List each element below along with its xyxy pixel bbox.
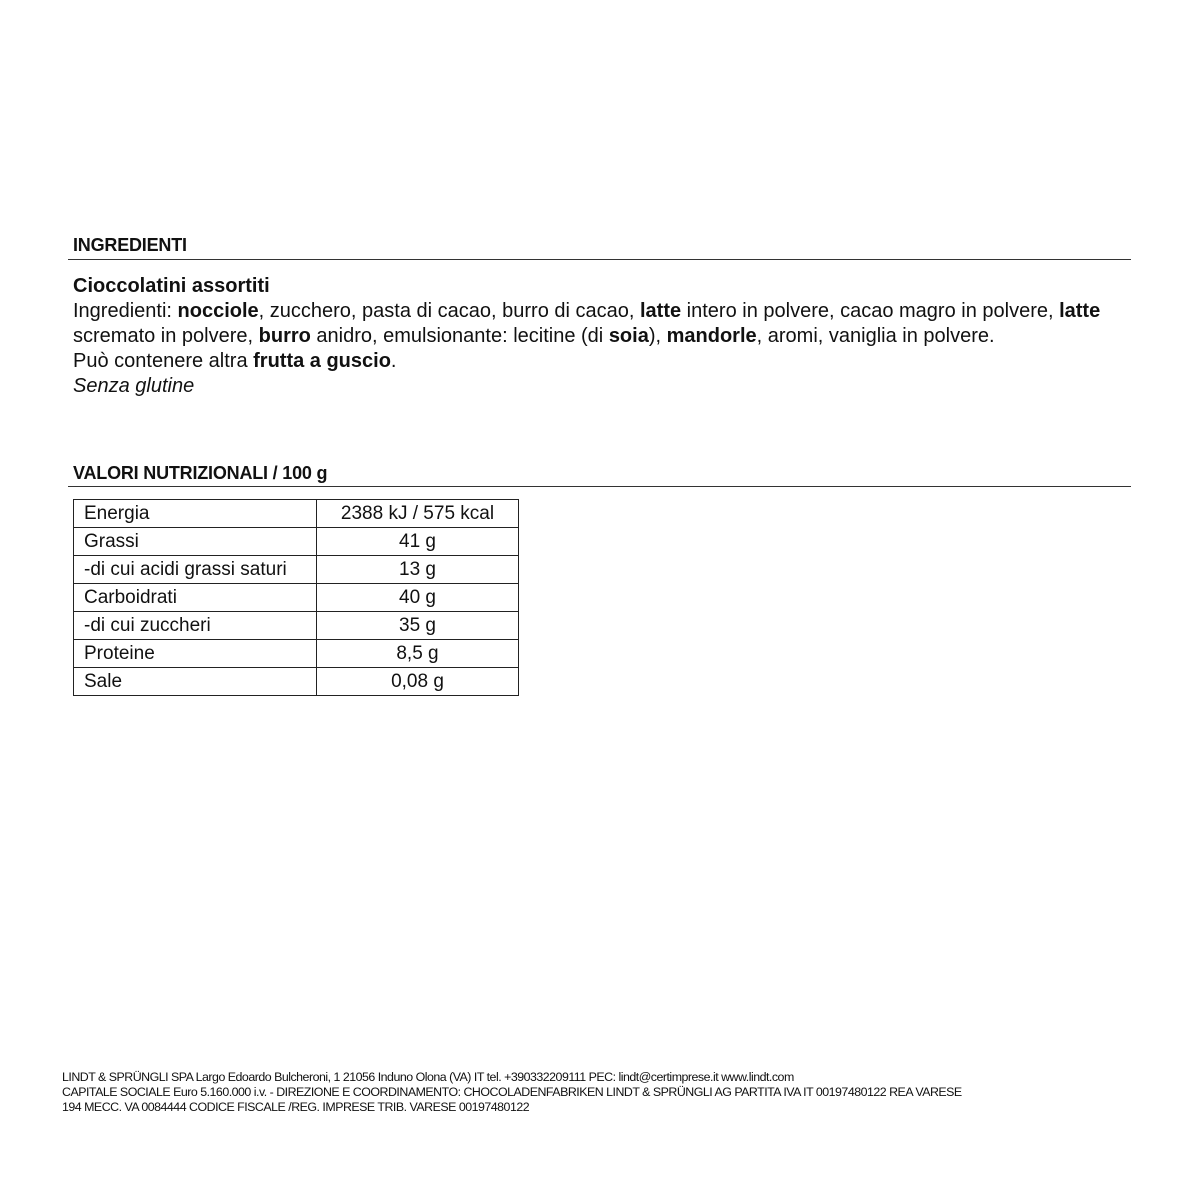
- ingredients-block: [73, 274, 1143, 399]
- ingredient-text: Ingredienti:: [73, 300, 178, 322]
- nutrition-row: [74, 528, 519, 556]
- nutrient-value: 2388 kJ / 575 kcal: [317, 500, 519, 528]
- ingredient-text: ),: [648, 325, 667, 347]
- allergen-highlight: soia: [608, 325, 649, 347]
- ingredient-text: Può contenere altra: [73, 350, 254, 372]
- nutrition-heading: VALORI NUTRIZIONALI / 100 g: [73, 463, 328, 483]
- nutrient-name: -di cui acidi grassi saturi: [74, 556, 317, 584]
- product-name: Cioccolatini assortiti: [73, 275, 270, 297]
- allergen-highlight: nocciole: [177, 300, 259, 322]
- ingredient-text: intero in polvere, cacao magro in polvere,: [681, 300, 1060, 322]
- footer-line: 194 MECC. VA 0084444 CODICE FISCALE /REG. IMPRESE TRIB. VARESE 00197480122: [62, 1100, 530, 1114]
- ingredients-divider: [68, 259, 1131, 260]
- allergen-highlight: mandorle: [666, 325, 757, 347]
- nutrient-name: Proteine: [74, 640, 317, 668]
- nutrient-value: 0,08 g: [317, 668, 519, 696]
- nutrient-value: 13 g: [317, 556, 519, 584]
- allergen-highlight: latte: [639, 300, 682, 322]
- allergen-highlight: burro: [258, 325, 311, 347]
- ingredient-text: .: [390, 350, 397, 372]
- ingredient-text: scremato in polvere,: [73, 325, 259, 347]
- company-footer: [62, 1070, 1162, 1115]
- nutrient-name: -di cui zuccheri: [74, 612, 317, 640]
- nutrition-row: [74, 640, 519, 668]
- allergen-highlight: latte: [1059, 300, 1101, 322]
- nutrient-value: 40 g: [317, 584, 519, 612]
- allergen-highlight: frutta a guscio: [253, 350, 391, 372]
- gluten-free-note: Senza glutine: [73, 375, 195, 397]
- ingredients-heading: INGREDIENTI: [73, 235, 187, 255]
- ingredient-text: , zucchero, pasta di cacao, burro di cacao,: [258, 300, 640, 322]
- nutrient-name: Sale: [74, 668, 317, 696]
- nutrient-value: 8,5 g: [317, 640, 519, 668]
- nutrient-value: 41 g: [317, 528, 519, 556]
- nutrition-row: [74, 584, 519, 612]
- footer-line: CAPITALE SOCIALE Euro 5.160.000 i.v. - DIREZIONE E COORDINAMENTO: CHOCOLADENFABRIKEN LINDT & SPRÜNGLI AG PARTITA IVA IT 00197480122 REA VARESE: [62, 1085, 962, 1099]
- nutrition-row: [74, 500, 519, 528]
- nutrient-value: 35 g: [317, 612, 519, 640]
- nutrient-name: Grassi: [74, 528, 317, 556]
- nutrition-row: [74, 556, 519, 584]
- footer-line: LINDT & SPRÜNGLI SPA Largo Edoardo Bulcheroni, 1 21056 Induno Olona (VA) IT tel. +390332209111 PEC: lindt@certimprese.it www.lindt.com: [62, 1070, 794, 1084]
- ingredient-text: anidro, emulsionante: lecitine (di: [310, 325, 609, 347]
- nutrition-row: [74, 612, 519, 640]
- nutrition-table: [73, 499, 519, 696]
- nutrient-name: Carboidrati: [74, 584, 317, 612]
- nutrition-row: [74, 668, 519, 696]
- nutrition-divider: [68, 486, 1131, 487]
- allergen-note: [73, 349, 1143, 374]
- nutrient-name: Energia: [74, 500, 317, 528]
- ingredient-list: [73, 299, 1143, 349]
- ingredient-text: , aromi, vaniglia in polvere.: [756, 325, 995, 347]
